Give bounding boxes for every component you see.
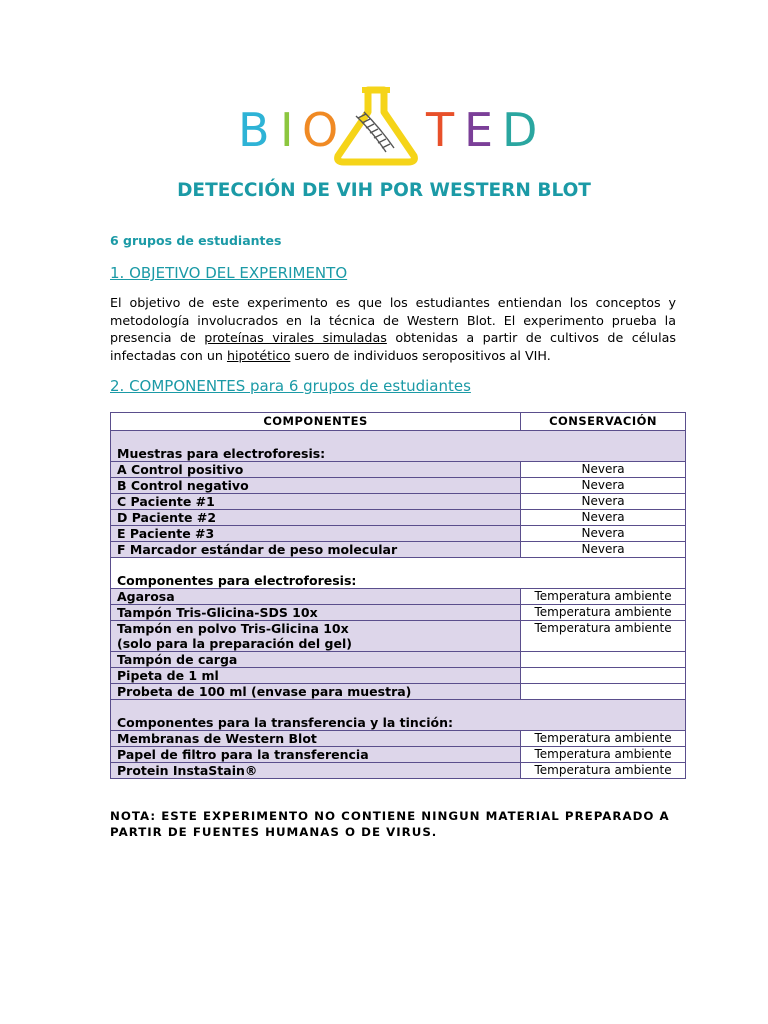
groups-subtitle: 6 grupos de estudiantes	[110, 233, 282, 248]
component-name: Probeta de 100 ml (envase para muestra)	[111, 684, 521, 700]
section-row-muestras	[111, 431, 686, 462]
component-name: Tampón de carga	[111, 652, 521, 668]
logo-letter: B	[238, 103, 270, 157]
table-row	[111, 510, 686, 526]
conservation-value	[521, 684, 686, 700]
logo-letter: T	[426, 103, 455, 157]
table-row	[111, 605, 686, 621]
components-table	[110, 412, 686, 779]
component-name: Papel de filtro para la transferencia	[111, 747, 521, 763]
conservation-value: Nevera	[521, 494, 686, 510]
component-name: Tampón en polvo Tris-Glicina 10x (solo para la preparación del gel)	[111, 621, 521, 652]
component-name: Agarosa	[111, 589, 521, 605]
table-header-row	[111, 413, 686, 431]
section-heading-objetivo: 1. OBJETIVO DEL EXPERIMENTO	[110, 264, 348, 282]
conservation-value: Nevera	[521, 526, 686, 542]
component-name: D Paciente #2	[111, 510, 521, 526]
conservation-value: Temperatura ambiente	[521, 605, 686, 621]
component-name: A Control positivo	[111, 462, 521, 478]
component-name: Protein InstaStain®	[111, 763, 521, 779]
component-name: Pipeta de 1 ml	[111, 668, 521, 684]
conservation-value: Nevera	[521, 478, 686, 494]
conservation-value	[521, 652, 686, 668]
component-name: E Paciente #3	[111, 526, 521, 542]
table-row	[111, 542, 686, 558]
table-row	[111, 731, 686, 747]
logo-graphic	[236, 86, 548, 166]
logo-letter: O	[302, 103, 339, 157]
table-row	[111, 668, 686, 684]
logo-letter: I	[280, 103, 294, 157]
component-name: Membranas de Western Blot	[111, 731, 521, 747]
table-row	[111, 462, 686, 478]
table-row	[111, 684, 686, 700]
section-row-electroforesis	[111, 558, 686, 589]
table-row	[111, 621, 686, 652]
conservation-value: Temperatura ambiente	[521, 747, 686, 763]
section-label: Componentes para la transferencia y la tinción:	[111, 700, 686, 731]
safety-note: NOTA: ESTE EXPERIMENTO NO CONTIENE NINGUN MATERIAL PREPARADO A PARTIR DE FUENTES HUMANAS O DE VIRUS.	[110, 809, 670, 839]
col-header-componentes: COMPONENTES	[111, 413, 521, 431]
conservation-value: Temperatura ambiente	[521, 621, 686, 652]
table-row	[111, 478, 686, 494]
conservation-value: Nevera	[521, 462, 686, 478]
conservation-value: Temperatura ambiente	[521, 731, 686, 747]
conservation-value	[521, 668, 686, 684]
section-heading-componentes: 2. COMPONENTES para 6 grupos de estudiantes	[110, 377, 471, 395]
page-title: DETECCIÓN DE VIH POR WESTERN BLOT	[177, 180, 591, 201]
component-name: Tampón Tris-Glicina-SDS 10x	[111, 605, 521, 621]
component-name: F Marcador estándar de peso molecular	[111, 542, 521, 558]
table-row	[111, 589, 686, 605]
conservation-value: Temperatura ambiente	[521, 589, 686, 605]
conservation-value: Temperatura ambiente	[521, 763, 686, 779]
section-label: Componentes para electroforesis:	[111, 558, 686, 589]
logo-letter: D	[502, 103, 538, 157]
conservation-value: Nevera	[521, 542, 686, 558]
table-row	[111, 652, 686, 668]
col-header-conservacion: CONSERVACIÓN	[521, 413, 686, 431]
table-row	[111, 763, 686, 779]
table-row	[111, 526, 686, 542]
objective-paragraph: El objetivo de este experimento es que los estudiantes entiendan los conceptos y metodología involucrados en la técnica de Western Blot. El experimento prueba la presencia de proteínas virales simuladas obtenidas a partir de cultivos de células infectadas con un hipotético suero de individuos seropositivos al VIH.	[110, 295, 676, 363]
section-row-transferencia	[111, 700, 686, 731]
component-name: B Control negativo	[111, 478, 521, 494]
conservation-value: Nevera	[521, 510, 686, 526]
section-label: Muestras para electroforesis:	[111, 431, 686, 462]
component-name: C Paciente #1	[111, 494, 521, 510]
logo-letter: E	[464, 103, 494, 157]
table-row	[111, 747, 686, 763]
bioted-logo	[236, 86, 548, 166]
table-row	[111, 494, 686, 510]
flask-icon	[338, 90, 415, 162]
